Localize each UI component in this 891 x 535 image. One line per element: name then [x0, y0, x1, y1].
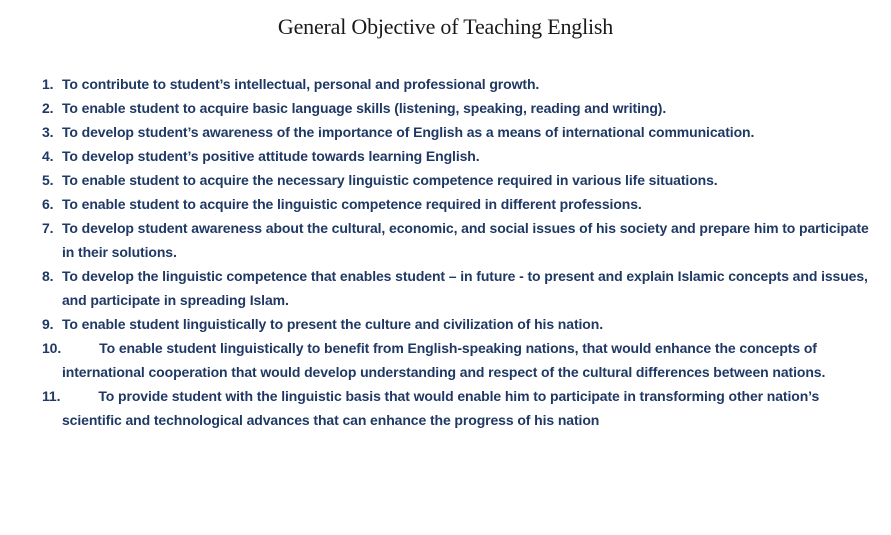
page-title: General Objective of Teaching English	[277, 14, 614, 39]
list-item	[42, 384, 872, 432]
list-item	[42, 216, 872, 264]
item-number: 3.	[42, 124, 54, 140]
item-text: To develop student’s awareness of the importance of English as a means of international communication.	[62, 124, 755, 140]
item-number: 9.	[42, 316, 54, 332]
item-number: 4.	[42, 148, 54, 164]
item-text: To enable student linguistically to present the culture and civilization of his nation.	[62, 316, 603, 332]
list-item	[42, 120, 872, 144]
list-item	[42, 96, 872, 120]
item-number: 5.	[42, 172, 54, 188]
item-number: 6.	[42, 196, 54, 212]
list-item	[42, 336, 872, 384]
item-number: 1.	[42, 76, 54, 92]
item-text: To develop the linguistic competence that enables student – in future - to present and explain Islamic concepts and issues, and participate in spreading Islam.	[62, 268, 868, 308]
list-item	[42, 168, 872, 192]
item-text: To enable student to acquire the linguistic competence required in different professions.	[62, 196, 642, 212]
item-number: 8.	[42, 268, 54, 284]
item-text: To enable student to acquire basic language skills (listening, speaking, reading and writing).	[62, 100, 667, 116]
item-text: To enable student to acquire the necessary linguistic competence required in various life situations.	[62, 172, 718, 188]
item-text: To develop student awareness about the cultural, economic, and social issues of his society and prepare him to participate in their solutions.	[62, 220, 869, 260]
list-item	[42, 312, 872, 336]
list-item	[42, 72, 872, 96]
list-item	[42, 264, 872, 312]
list-item	[42, 192, 872, 216]
item-text: To contribute to student’s intellectual, personal and professional growth.	[62, 76, 540, 92]
item-number: 2.	[42, 100, 54, 116]
item-text: To develop student’s positive attitude towards learning English.	[62, 148, 480, 164]
item-number: 11.	[42, 388, 61, 404]
item-number: 10.	[42, 340, 62, 356]
list-item	[42, 144, 872, 168]
item-number: 7.	[42, 220, 54, 236]
item-text: To provide student with the linguistic basis that would enable him to participate in transforming other nation’s scientific and technological advances that can enhance the progress of his nation	[62, 388, 820, 428]
objectives-list	[42, 72, 872, 432]
item-text: To enable student linguistically to benefit from English-speaking nations, that would enhance the concepts of international cooperation that would develop understanding and respect of the cultural differences between nations.	[62, 340, 826, 380]
